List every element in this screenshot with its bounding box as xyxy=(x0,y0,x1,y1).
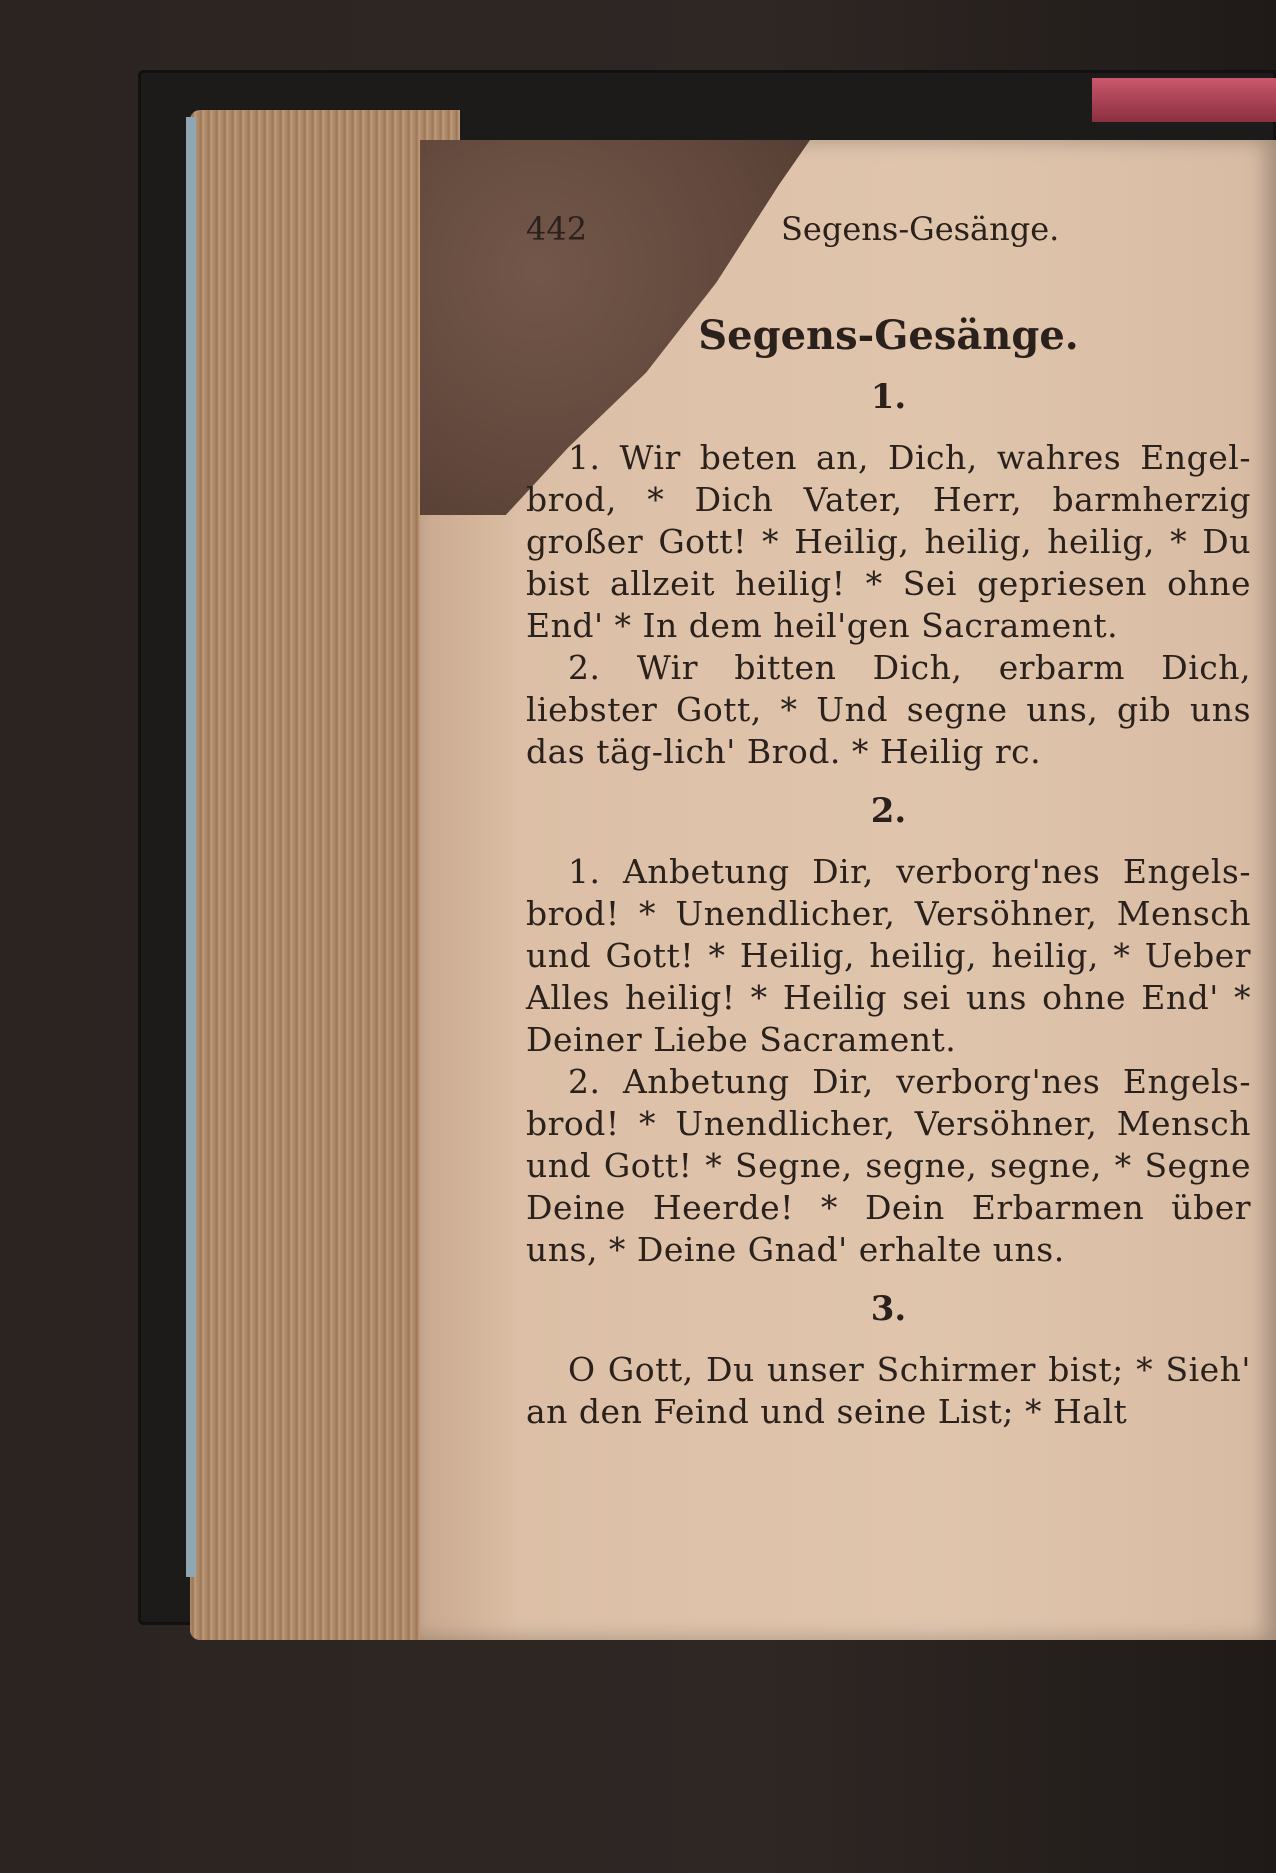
page-number: 442 xyxy=(526,210,588,248)
cover-edge-strip xyxy=(186,117,196,1577)
page-header xyxy=(526,200,1251,260)
verse: 1. Anbetung Dir, verborg'nes Engels-brod! * Unendlicher, Versöhner, Mensch und Gott! * Heilig, heilig, heilig, * Ueber Alles heilig! * Heilig sei uns ohne End' * Deiner Liebe Sacrament. xyxy=(526,852,1251,1059)
hymn-number: 1. xyxy=(870,377,907,417)
running-head: Segens-Gesänge. xyxy=(781,210,1060,248)
verse: O Gott, Du unser Schirmer bist; * Sieh' an den Feind und seine List; * Halt xyxy=(526,1350,1251,1431)
hymn-number: 2. xyxy=(870,791,907,831)
section-title: Segens-Gesänge. xyxy=(698,312,1079,359)
hymn-number: 3. xyxy=(870,1289,907,1329)
bookmark-ribbon xyxy=(1092,78,1276,122)
verse: 1. Wir beten an, Dich, wahres Engel-brod, * Dich Vater, Herr, barmherzig großer Gott! * Heilig, heilig, heilig, * Du bist allzeit heilig! * Sei gepriesen ohne End' * In dem heil'gen Sacrament. xyxy=(526,438,1251,645)
verse: 2. Wir bitten Dich, erbarm Dich, liebster Gott, * Und segne uns, gib uns das täg-lich' Brod. * Heilig rc. xyxy=(526,648,1251,771)
page-content xyxy=(526,200,1251,1433)
verse: 2. Anbetung Dir, verborg'nes Engels-brod! * Unendlicher, Versöhner, Mensch und Gott! * Segne, segne, segne, * Segne Deine Heerde! * Dein Erbarmen über uns, * Deine Gnad' erhalte uns. xyxy=(526,1062,1251,1269)
